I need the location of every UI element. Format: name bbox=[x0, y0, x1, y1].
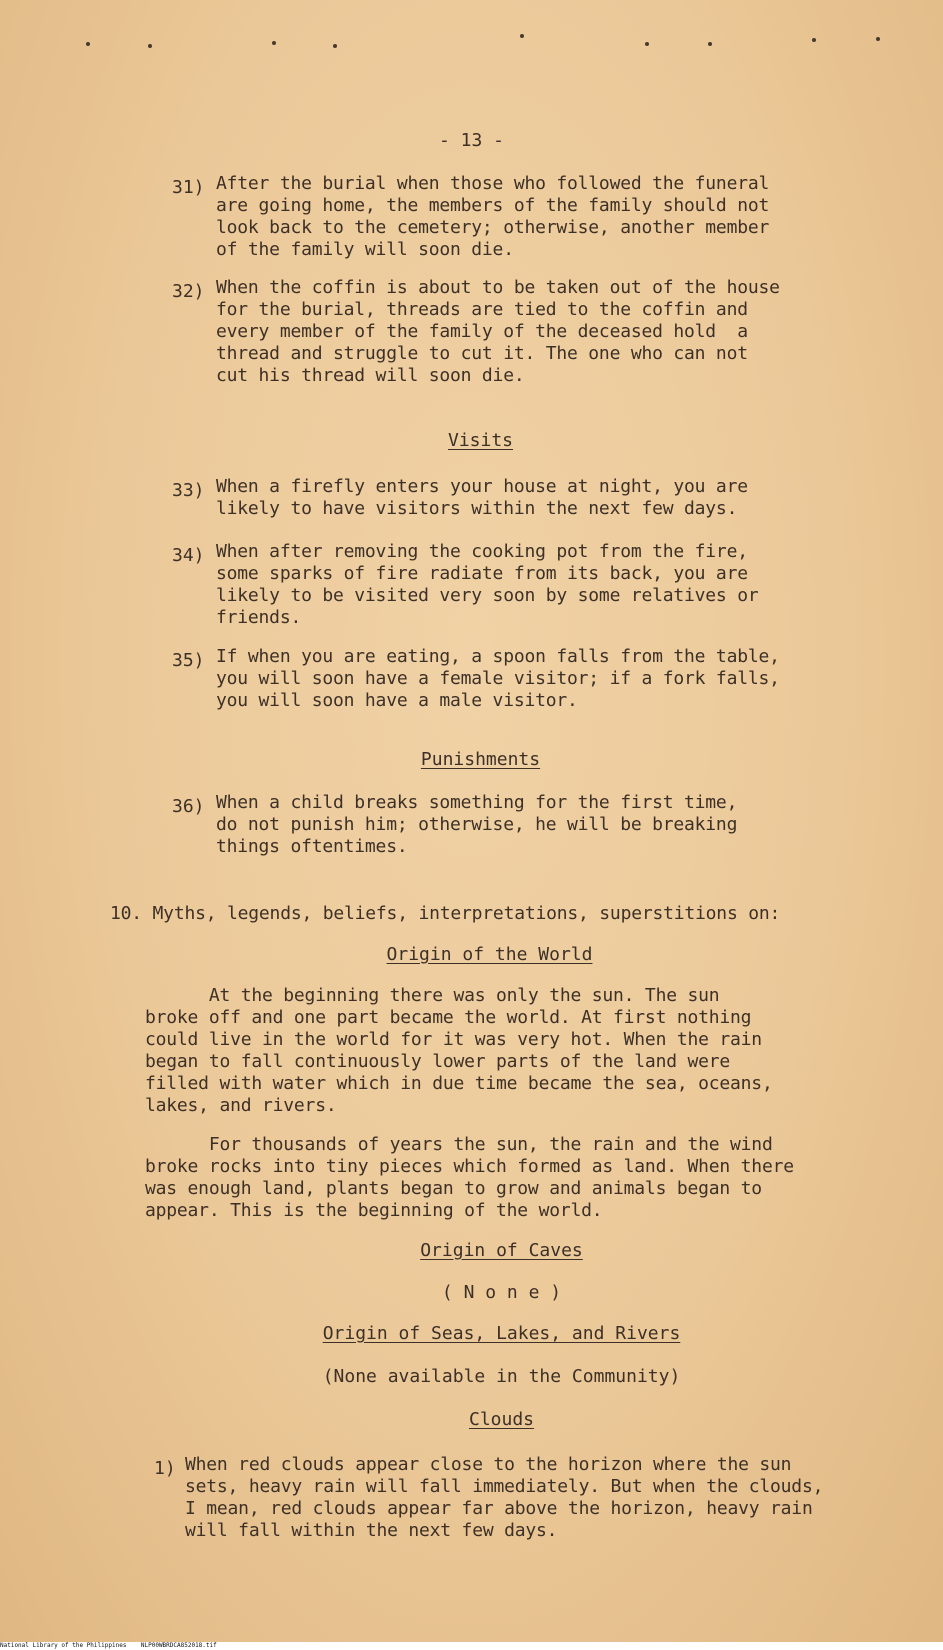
page-number: - 13 - bbox=[438, 130, 505, 151]
paper-speck bbox=[333, 44, 337, 48]
item-text-line: are going home, the members of the family should not bbox=[216, 195, 770, 216]
none-note: ( N o n e ) bbox=[441, 1282, 562, 1303]
paragraph-line: broke off and one part became the world. At first nothing bbox=[145, 1007, 752, 1028]
section-heading: Clouds bbox=[468, 1409, 535, 1430]
item-number: 35) bbox=[172, 650, 205, 671]
paper-speck bbox=[645, 42, 649, 46]
paragraph-line: broke rocks into tiny pieces which formed as land. When there bbox=[145, 1156, 794, 1177]
archive-footer: National Library of the Philippines NLP00WBRDCA852018.tif bbox=[0, 1642, 943, 1650]
item-text-line: If when you are eating, a spoon falls from the table, bbox=[216, 646, 780, 667]
paragraph-line: appear. This is the beginning of the world. bbox=[145, 1200, 603, 1221]
item-text-line: things oftentimes. bbox=[216, 836, 408, 857]
none-note: (None available in the Community) bbox=[322, 1366, 681, 1387]
item-text-line: When the coffin is about to be taken out of the house bbox=[216, 277, 780, 298]
item-text-line: look back to the cemetery; otherwise, another member bbox=[216, 217, 770, 238]
section-heading: Origin of Seas, Lakes, and Rivers bbox=[322, 1323, 681, 1344]
paper-speck bbox=[148, 44, 152, 48]
paper-speck bbox=[876, 37, 880, 41]
item-number: 1) bbox=[154, 1458, 176, 1479]
item-text-line: I mean, red clouds appear far above the horizon, heavy rain bbox=[185, 1498, 813, 1519]
paragraph-line: began to fall continuously lower parts of the land were bbox=[145, 1051, 731, 1072]
item-text-line: After the burial when those who followed the funeral bbox=[216, 173, 770, 194]
section-title: 10. Myths, legends, beliefs, interpretations, superstitions on: bbox=[110, 903, 781, 924]
paper-speck bbox=[520, 34, 524, 38]
item-number: 33) bbox=[172, 480, 205, 501]
item-text-line: will fall within the next few days. bbox=[185, 1520, 558, 1541]
section-heading: Origin of Caves bbox=[420, 1240, 583, 1261]
item-number: 36) bbox=[172, 796, 205, 817]
item-text-line: some sparks of fire radiate from its back, you are bbox=[216, 563, 748, 584]
item-text-line: When a child breaks something for the first time, bbox=[216, 792, 738, 813]
item-text-line: sets, heavy rain will fall immediately. But when the clouds, bbox=[185, 1476, 824, 1497]
item-text-line: you will soon have a female visitor; if a fork falls, bbox=[216, 668, 780, 689]
item-text-line: of the family will soon die. bbox=[216, 239, 514, 260]
item-text-line: do not punish him; otherwise, he will be breaking bbox=[216, 814, 738, 835]
item-number: 31) bbox=[172, 177, 205, 198]
item-text-line: cut his thread will soon die. bbox=[216, 365, 525, 386]
item-text-line: thread and struggle to cut it. The one who can not bbox=[216, 343, 748, 364]
paper-speck bbox=[272, 41, 276, 45]
paragraph-line: could live in the world for it was very hot. When the rain bbox=[145, 1029, 762, 1050]
item-number: 32) bbox=[172, 281, 205, 302]
paragraph-line: For thousands of years the sun, the rain and the wind bbox=[145, 1134, 773, 1155]
item-text-line: likely to be visited very soon by some relatives or bbox=[216, 585, 759, 606]
item-text-line: When a firefly enters your house at night, you are bbox=[216, 476, 748, 497]
paper-speck bbox=[86, 42, 90, 46]
item-text-line: for the burial, threads are tied to the coffin and bbox=[216, 299, 748, 320]
paper-speck bbox=[708, 42, 712, 46]
item-text-line: likely to have visitors within the next few days. bbox=[216, 498, 738, 519]
item-text-line: When after removing the cooking pot from the fire, bbox=[216, 541, 748, 562]
section-heading: Visits bbox=[447, 430, 514, 451]
item-number: 34) bbox=[172, 545, 205, 566]
section-heading: Punishments bbox=[420, 749, 541, 770]
paragraph-line: At the beginning there was only the sun. The sun bbox=[145, 985, 720, 1006]
item-text-line: every member of the family of the deceased hold a bbox=[216, 321, 748, 342]
paper-speck bbox=[812, 38, 816, 42]
item-text-line: friends. bbox=[216, 607, 302, 628]
section-heading: Origin of the World bbox=[386, 944, 593, 965]
paragraph-line: was enough land, plants began to grow and animals began to bbox=[145, 1178, 762, 1199]
item-text-line: you will soon have a male visitor. bbox=[216, 690, 578, 711]
paragraph-line: filled with water which in due time became the sea, oceans, bbox=[145, 1073, 773, 1094]
item-text-line: When red clouds appear close to the horizon where the sun bbox=[185, 1454, 792, 1475]
paragraph-line: lakes, and rivers. bbox=[145, 1095, 337, 1116]
